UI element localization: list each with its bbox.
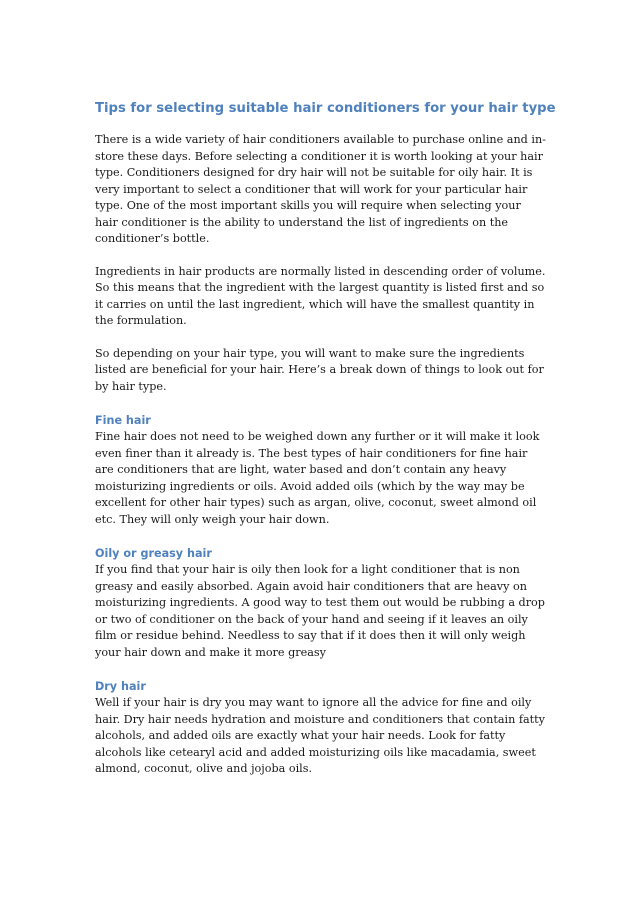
section-oily-hair <box>95 546 547 661</box>
section-fine-hair <box>95 413 547 528</box>
intro-paragraph-3: So depending on your hair type, you will want to make sure the ingredients listed are beneficial for your hair. Here’s a break down of things to look out for by hair type. <box>95 346 544 393</box>
document-title: Tips for selecting suitable hair conditioners for your hair type <box>95 101 556 116</box>
section-heading-dry-hair: Dry hair <box>95 680 146 693</box>
intro-paragraph-1: There is a wide variety of hair conditioners available to purchase online and in-store these days. Before selecting a conditioner it is worth looking at your hair type. Conditioners designed for dry hair will not be suitable for oily hair. It is very important to select a conditioner that will work for your particular hair type. One of the most important skills you will require when selecting your hair conditioner is the ability to understand the list of ingredients on the conditioner’s bottle. <box>95 133 546 245</box>
section-heading-fine-hair: Fine hair <box>95 414 151 427</box>
section-text-dry-hair: Well if your hair is dry you may want to ignore all the advice for fine and oily hair. Dry hair needs hydration and moisture and conditioners that contain fatty alcohols, and added oils are exactly what your hair needs. Look for fatty alcohols like cetearyl acid and added moisturizing oils like macadamia, sweet almond, coconut, olive and jojoba oils. <box>95 696 545 775</box>
section-dry-hair <box>95 679 547 778</box>
intro-paragraph-2: Ingredients in hair products are normally listed in descending order of volume. So this means that the ingredient with the largest quantity is listed first and so it carries on until the last ingredient, which will have the smallest quantity in the formulation. <box>95 264 546 327</box>
section-text-fine-hair: Fine hair does not need to be weighed down any further or it will make it look even finer than it already is. The best types of hair conditioners for fine hair are conditioners that are light, water based and don’t contain any heavy moisturizing ingredients or oils. Avoid added oils (which by the way may be excellent for other hair types) such as argan, olive, coconut, sweet almond oil etc. They will only weigh your hair down. <box>95 430 540 526</box>
section-text-oily-hair: If you find that your hair is oily then look for a light conditioner that is non greasy and easily absorbed. Again avoid hair conditioners that are heavy on moisturizing ingredients. A good way to test them out would be rubbing a drop or two of conditioner on the back of your hand and seeing if it leaves an oily film or residue behind. Needless to say that if it does then it will only weigh your hair down and make it more greasy <box>95 563 545 659</box>
section-heading-oily-hair: Oily or greasy hair <box>95 547 212 560</box>
document-body <box>95 100 556 794</box>
